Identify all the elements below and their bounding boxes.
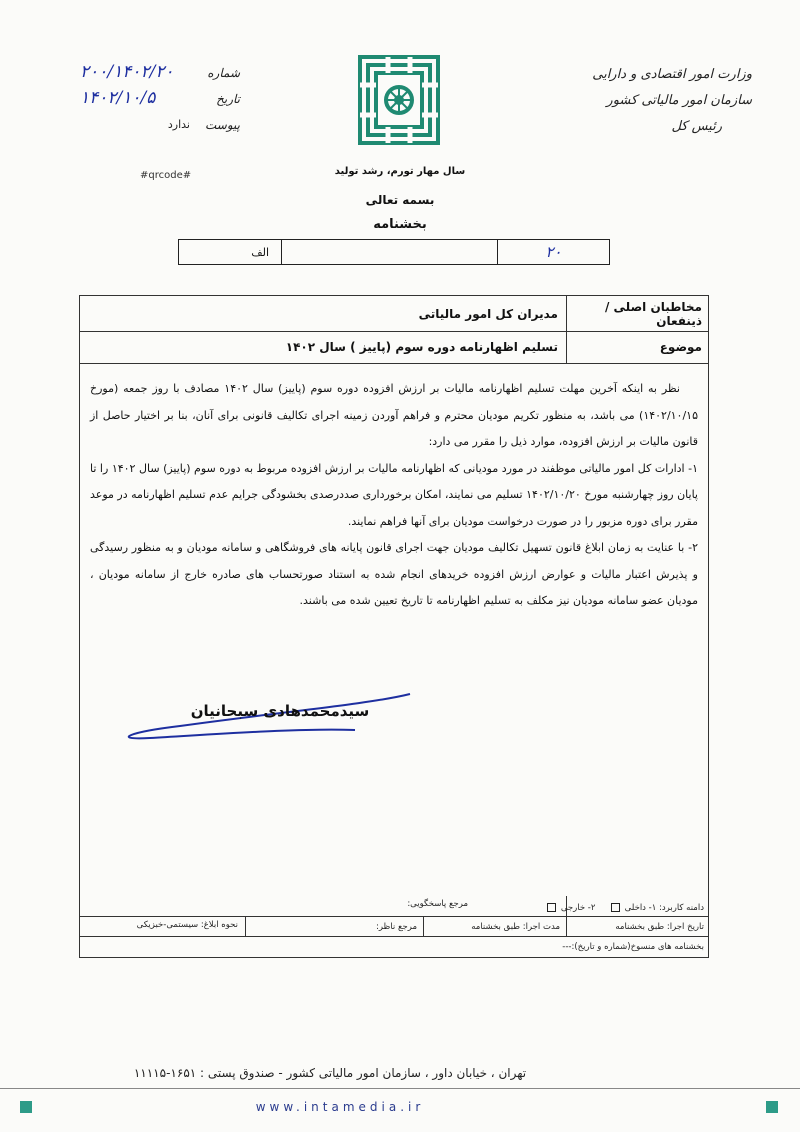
abolished-circulars: بخشنامه های منسوخ(شماره و تاریخ):--- — [562, 942, 704, 952]
footer-divider — [0, 1088, 800, 1089]
recipients-label: مخاطبان اصلی / ذینفعان — [566, 296, 708, 331]
attachment-value: ندارد — [167, 118, 190, 131]
ministry-header — [532, 62, 752, 140]
footer-table-line — [79, 936, 709, 937]
subject-row — [80, 331, 708, 364]
duration: مدت اجرا: طبق بخشنامه — [471, 922, 560, 932]
scope-internal-label: دامنه کاربرد: ۱- داخلی — [624, 903, 704, 913]
notification-method: نحوه ابلاغ: سیستمی-خبزیکی — [136, 920, 238, 930]
effective-date: تاریخ اجرا: طبق بخشنامه — [615, 922, 704, 932]
tax-organization-logo-icon — [358, 55, 440, 145]
footer-table-divider — [245, 916, 246, 936]
body-intro: نظر به اینکه آخرین مهلت تسلیم اظهارنامه مالیات بر ارزش افزوده دوره سوم (پاییز) سال ۱۴۰۲ مصادف با روز جمعه (مورخ ۱۴۰۲/۱۰/۱۵) می باشد، به منظور تکریم مودیان محترم و فراهم آوردن زمینه اجرای تکالیف قانونی برای آنان، بنا بر اختیار حاصل از قانون مالیات بر ارزش افزوده، موارد ذیل را مقرر می دارد: — [90, 382, 698, 448]
circular-main-table — [79, 295, 709, 958]
date-label: تاریخ — [216, 92, 240, 106]
footer-square-right-icon — [766, 1101, 778, 1113]
supervisor-ref: مرجع ناظر: — [376, 922, 417, 932]
footer-table-line — [79, 957, 709, 958]
document-type-title: بخشنامه — [373, 217, 427, 232]
year-slogan: سال مهار تورم، رشد تولید — [334, 166, 466, 177]
letter-meta — [40, 62, 240, 140]
postal-address: تهران ، خیابان داور ، سازمان امور مالیاتی کشور - صندوق پستی : ۱۶۵۱-۱۱۱۱۵ — [133, 1066, 527, 1080]
circular-number: ۲۰ — [497, 240, 609, 264]
attachment-label: پیوست — [205, 118, 240, 132]
circular-number-boxes — [178, 239, 610, 265]
recipients-value: مدیران کل امور مالیاتی — [418, 306, 558, 321]
scope-external-label: ۲- خارجی — [560, 903, 596, 913]
meta-date-row — [40, 88, 240, 114]
qrcode-placeholder: #qrcode# — [140, 170, 192, 181]
scope-internal-checkbox[interactable] — [611, 903, 620, 912]
ministry-line-1: وزارت امور اقتصادی و دارایی — [592, 67, 752, 82]
date-value: ۱۴۰۲/۱۰/۵ — [80, 88, 156, 108]
circular-series: الف — [251, 245, 269, 259]
footer-table-divider — [566, 896, 567, 936]
response-ref: مرجع پاسخگویی: — [407, 899, 468, 909]
footer-table-line — [79, 916, 709, 917]
scope-external-checkbox[interactable] — [547, 903, 556, 912]
body-item-2: ۲- با عنایت به زمان ابلاغ قانون تسهیل تکالیف مودیان جهت اجرای قانون پایانه های فروشگاهی و سامانه مودیان و به منظور رسیدگی و پذیرش اعتبار مالیات و عوارض ارزش افزوده خریدهای انجام شده به استناد صورتحساب های صادره خارج از سامانه مودیان ، مودیان عضو سامانه مودیان نیز مکلف به تسلیم اظهارنامه تا تاریخ تعیین شده می باشند. — [90, 541, 698, 607]
ministry-line-2: سازمان امور مالیاتی کشور — [606, 93, 752, 108]
footer-square-left-icon — [20, 1101, 32, 1113]
circular-body — [90, 376, 698, 615]
website-link[interactable]: www.intamedia.ir — [255, 1100, 425, 1114]
subject-value: تسلیم اظهارنامه دوره سوم (پاییز ) سال ۱۴۰۲ — [285, 340, 558, 354]
circular-empty-box — [281, 240, 497, 264]
meta-number-row — [40, 62, 240, 88]
body-item-1: ۱- ادارات کل امور مالیاتی موظفند در مورد مودیانی که اظهارنامه مالیات بر ارزش افزوده مربوط به دوره سوم (پاییز) سال ۱۴۰۲ را تا پایان روز چهارشنبه مورخ ۱۴۰۲/۱۰/۲۰ تسلیم می نمایند، امکان برخورداری صددرصدی بخشودگی جرایم عدم تسلیم اظهارنامه در موعد مقرر برای دوره مزبور را در صورت درخواست مودیان برای آنها فراهم نمایند. — [90, 461, 698, 528]
meta-attachment-row — [40, 114, 240, 140]
bismillah: بسمه تعالی — [365, 193, 435, 207]
number-label: شماره — [207, 66, 240, 80]
number-value: ۲۰۰/۱۴۰۲/۲۰ — [80, 62, 174, 82]
ministry-line-3: رئیس کل — [671, 119, 722, 134]
signature-scribble-icon — [120, 692, 420, 752]
subject-label: موضوع — [566, 331, 708, 363]
footer-table-divider — [423, 916, 424, 936]
recipients-row — [80, 296, 708, 332]
scope-field — [545, 903, 704, 913]
signatory-name: سیدمحمدهادی سبحانیان — [190, 702, 370, 720]
